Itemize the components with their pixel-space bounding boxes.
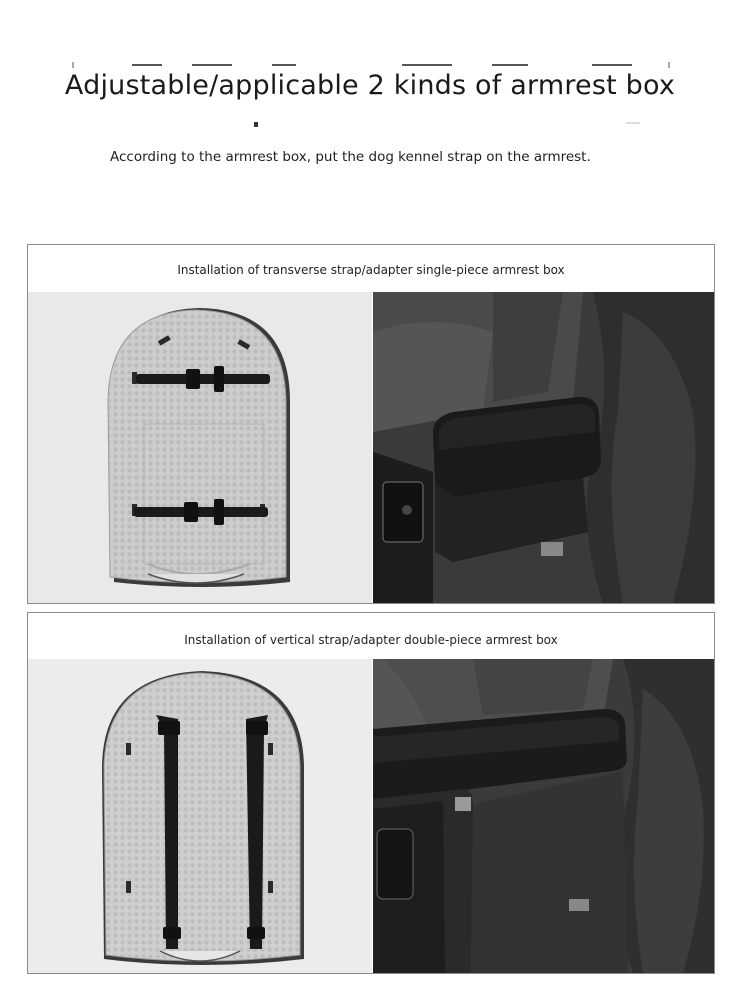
pet-pad-vertical-straps-illustration	[28, 659, 372, 973]
section-caption: Installation of vertical strap/adapter double-piece armrest box	[184, 633, 558, 647]
section-transverse-strap	[27, 244, 715, 604]
title-mark	[254, 122, 258, 127]
pet-pad-horizontal-straps-illustration	[28, 292, 372, 603]
product-image-vertical	[28, 659, 372, 973]
section-caption: Installation of transverse strap/adapter single-piece armrest box	[177, 263, 565, 277]
page-title: Adjustable/applicable 2 kinds of armrest box	[64, 70, 676, 101]
single-piece-armrest-illustration	[373, 292, 714, 603]
page-subtitle: According to the armrest box, put the dog kennel strap on the armrest.	[110, 149, 591, 165]
double-piece-armrest-illustration	[373, 659, 714, 973]
top-decorative-rule	[72, 62, 670, 68]
title-mark-right	[626, 122, 640, 124]
section-vertical-strap	[27, 612, 715, 974]
car-interior-double-piece-photo	[373, 659, 714, 973]
car-interior-single-piece-photo	[373, 292, 714, 603]
product-image-transverse	[28, 292, 372, 603]
